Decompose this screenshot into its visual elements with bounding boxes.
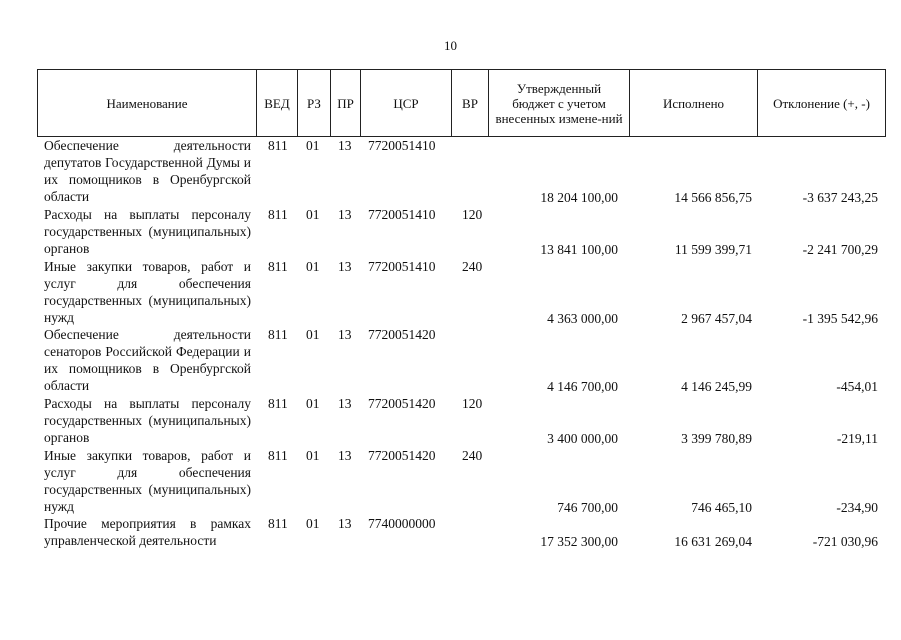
row-deviation: -219,11 — [836, 431, 878, 446]
row-executed: 4 146 245,99 — [681, 379, 752, 394]
row-budget: 746 700,00 — [557, 500, 618, 515]
row-vr: 240 — [462, 259, 483, 274]
header-csr: ЦСР — [361, 70, 452, 136]
row-pr: 13 — [338, 327, 352, 342]
row-pr: 13 — [338, 259, 352, 274]
row-rz: 01 — [306, 259, 320, 274]
table-header — [37, 69, 886, 137]
row-csr: 7720051420 — [368, 448, 436, 463]
row-deviation: -721 030,96 — [812, 534, 878, 549]
row-rz: 01 — [306, 516, 320, 531]
row-budget: 13 841 100,00 — [540, 242, 618, 257]
row-deviation: -3 637 243,25 — [802, 190, 878, 205]
row-executed: 14 566 856,75 — [674, 190, 752, 205]
row-vr: 120 — [462, 396, 483, 411]
row-csr: 7740000000 — [368, 516, 436, 531]
row-name: Расходы на выплаты персоналу государственных (муниципальных) органов — [44, 396, 251, 445]
row-budget: 17 352 300,00 — [540, 534, 618, 549]
header-budget: Утвержденный бюджет с учетом внесенных измене-ний — [489, 70, 630, 136]
row-ved: 811 — [268, 448, 288, 463]
row-pr: 13 — [338, 396, 352, 411]
row-vr: 240 — [462, 448, 483, 463]
row-name: Расходы на выплаты персоналу государственных (муниципальных) органов — [44, 207, 251, 256]
row-deviation: -454,01 — [836, 379, 878, 394]
row-pr: 13 — [338, 207, 352, 222]
row-executed: 11 599 399,71 — [674, 242, 752, 257]
row-budget: 4 146 700,00 — [547, 379, 618, 394]
header-rz: РЗ — [298, 70, 331, 136]
row-pr: 13 — [338, 516, 352, 531]
row-deviation: -2 241 700,29 — [802, 242, 878, 257]
row-ved: 811 — [268, 138, 288, 153]
header-executed: Исполнено — [630, 70, 758, 136]
row-csr: 7720051420 — [368, 396, 436, 411]
row-pr: 13 — [338, 138, 352, 153]
row-executed: 746 465,10 — [691, 500, 752, 515]
row-executed: 16 631 269,04 — [674, 534, 752, 549]
row-name: Иные закупки товаров, работ и услуг для обеспечения государственных (муниципальных) нужд — [44, 259, 251, 325]
row-executed: 3 399 780,89 — [681, 431, 752, 446]
row-csr: 7720051420 — [368, 327, 436, 342]
row-name: Иные закупки товаров, работ и услуг для обеспечения государственных (муниципальных) нужд — [44, 448, 251, 514]
header-ved: ВЕД — [257, 70, 298, 136]
row-name: Обеспечение деятельности сенаторов Российской Федерации и их помощников в Оренбургской области — [44, 327, 251, 393]
row-budget: 3 400 000,00 — [547, 431, 618, 446]
row-csr: 7720051410 — [368, 259, 436, 274]
row-csr: 7720051410 — [368, 207, 436, 222]
header-name: Наименование — [38, 70, 257, 136]
row-budget: 18 204 100,00 — [540, 190, 618, 205]
header-deviation: Отклонение (+, -) — [773, 95, 870, 111]
header-vr: ВР — [452, 70, 489, 136]
row-budget: 4 363 000,00 — [547, 311, 618, 326]
row-pr: 13 — [338, 448, 352, 463]
row-vr: 120 — [462, 207, 483, 222]
row-deviation: -234,90 — [836, 500, 878, 515]
row-ved: 811 — [268, 327, 288, 342]
header-pr: ПР — [331, 70, 361, 136]
row-rz: 01 — [306, 448, 320, 463]
row-executed: 2 967 457,04 — [681, 311, 752, 326]
row-rz: 01 — [306, 327, 320, 342]
row-ved: 811 — [268, 207, 288, 222]
row-ved: 811 — [268, 259, 288, 274]
row-rz: 01 — [306, 138, 320, 153]
row-rz: 01 — [306, 207, 320, 222]
row-csr: 7720051410 — [368, 138, 436, 153]
page-number: 10 — [444, 38, 457, 53]
row-deviation: -1 395 542,96 — [802, 311, 878, 326]
row-name: Обеспечение деятельности депутатов Государственной Думы и их помощников в Оренбургской области — [44, 138, 251, 204]
row-name: Прочие мероприятия в рамках управленческой деятельности — [44, 516, 251, 548]
row-ved: 811 — [268, 396, 288, 411]
row-ved: 811 — [268, 516, 288, 531]
row-rz: 01 — [306, 396, 320, 411]
